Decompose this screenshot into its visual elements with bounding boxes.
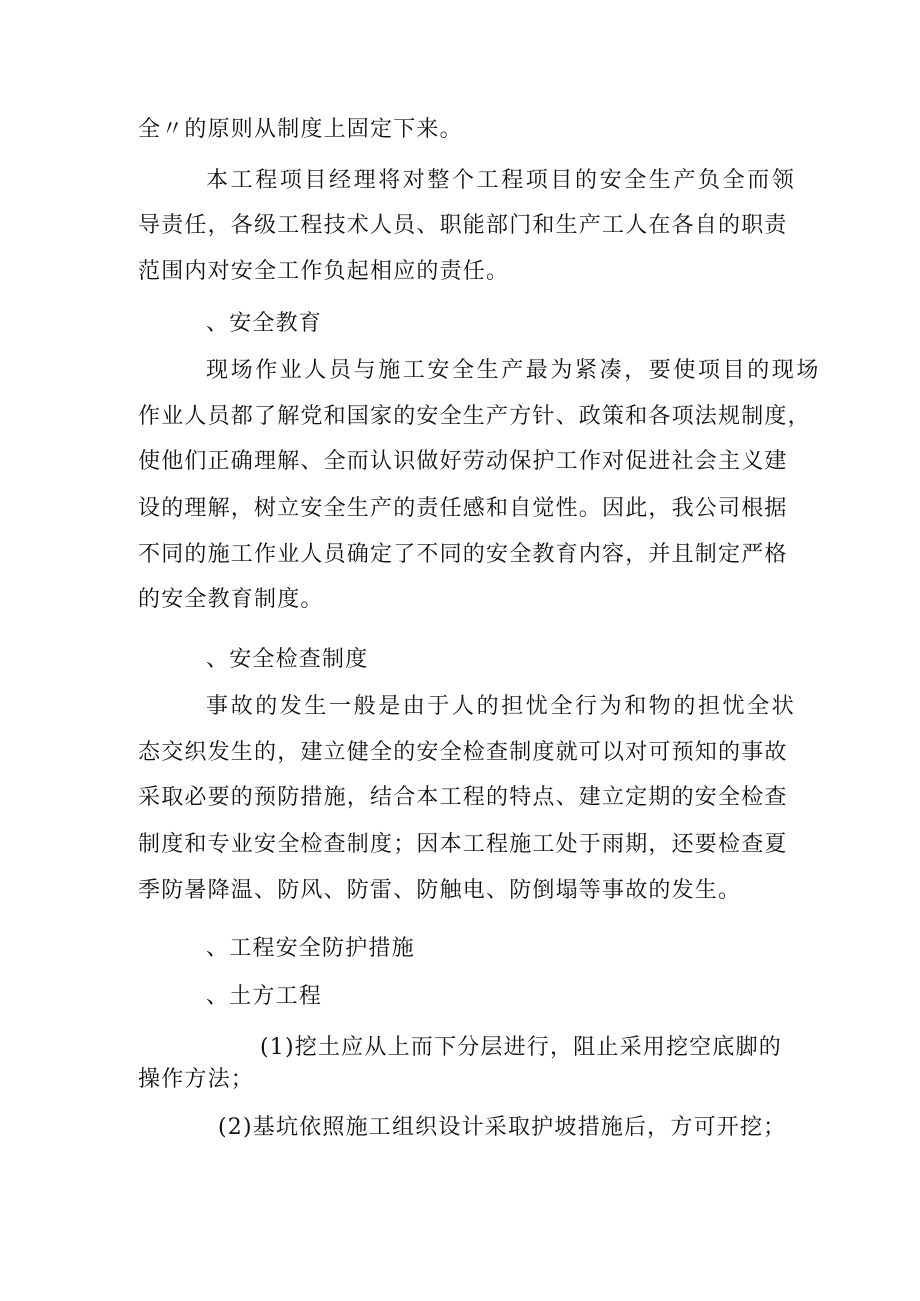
text-line: 使他们正确理解、全而认识做好劳动保护工作对促进社会主义建 [138,449,788,474]
text-line: 制度和专业安全检查制度；因本工程施工处于雨期，还要检查夏 [138,832,788,857]
list-item-1-continuation: 操作方法； [138,1067,255,1092]
text-line: 态交织发生的，建立健全的安全检查制度就可以对可预知的事故 [138,740,788,765]
paragraph-first-line: 事故的发生一般是由于人的担忧全行为和物的担忧全状 [206,694,797,719]
text-line: 设的理解，树立安全生产的责任感和自觉性。因此，我公司根据 [138,496,788,521]
text-line: 导责任，各级工程技术人员、职能部门和生产工人在各自的职责 [138,213,788,238]
text-line: 不同的施工作业人员确定了不同的安全教育内容，并且制定严格 [138,542,788,567]
list-item-1: (1)挖土应从上而下分层进行，阻止采用挖空底脚的 [260,1035,782,1060]
section-heading: 、安全教育 [206,311,323,336]
text-line: 作业人员都了解党和国家的安全生产方针、政策和各项法规制度， [138,404,811,429]
paragraph-first-line: 现场作业人员与施工安全生产最为紧凑，要使项目的现场 [206,358,822,383]
paragraph-first-line: 本工程项目经理将对整个工程项目的安全生产负全而领 [206,168,797,193]
section-heading: 、工程安全防护措施 [206,936,415,961]
section-heading: 、土方工程 [206,984,323,1009]
text-line: 的安全教育制度。 [138,587,324,612]
text-line: 季防暑降温、防风、防雷、防触电、防倒塌等事故的发生。 [138,878,742,903]
text-line: 全〃的原则从制度上固定下来。 [138,117,463,142]
text-line: 范围内对安全工作负起相应的责任。 [138,259,510,284]
text-line: 采取必要的预防措施，结合本工程的特点、建立定期的安全检查 [138,785,788,810]
list-item-2: (2)基坑依照施工组织设计采取护坡措施后，方可开挖； [218,1115,787,1140]
section-heading: 、安全检查制度 [206,647,369,672]
